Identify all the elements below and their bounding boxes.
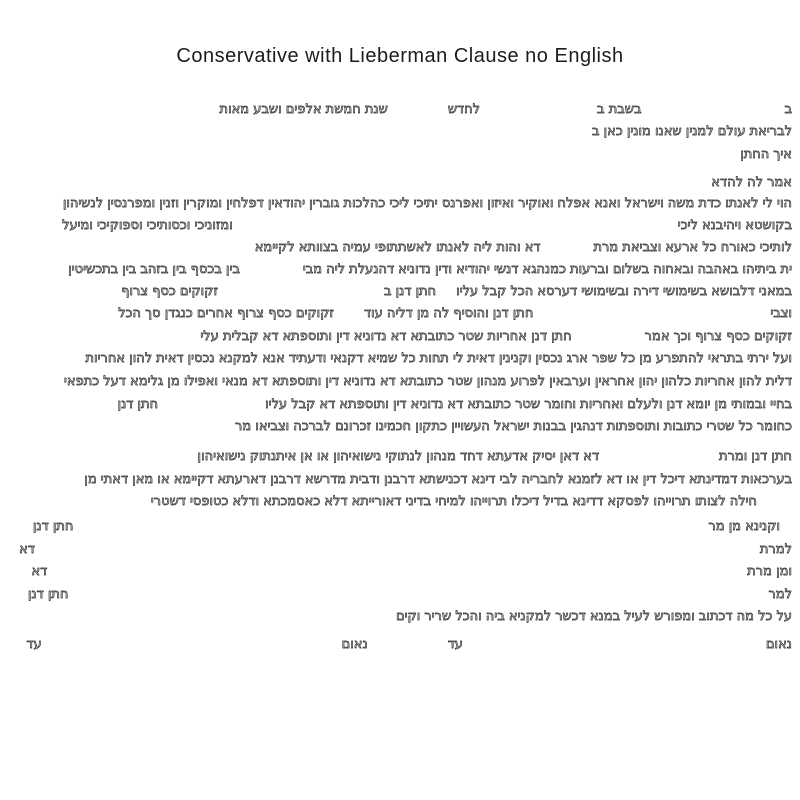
ketubah-text-segment: לותיכי כאורח כל ארעא וצביאת מרת bbox=[593, 240, 792, 255]
ketubah-text-segment: במאני דלבושא בשימושי דירה ובשימושי דערסא הכל קבל עליו bbox=[456, 284, 792, 299]
ketubah-text-segment: חתן דנן bbox=[27, 587, 69, 602]
ketubah-text-segment: בקושטא ויהיבנא ליכי bbox=[677, 218, 792, 233]
blank-fill-in-space bbox=[218, 293, 384, 295]
blank-fill-in-space bbox=[436, 293, 456, 295]
ketubah-text-segment: ועל ירתי בתראי להתפרע מן כל שפר ארג נכסין וקנינין דאית לי תחות כל שמיא דקנאי ודעתיד אנא למקנא נכסין דאית להון אחריות bbox=[85, 351, 792, 366]
ketubah-text-segment: איך החתן bbox=[740, 147, 792, 162]
blank-fill-in-space bbox=[158, 406, 265, 408]
blank-fill-in-space bbox=[233, 227, 678, 229]
ketubah-line-20 bbox=[19, 542, 792, 557]
ketubah-line-22 bbox=[28, 587, 792, 602]
ketubah-text-segment: בערכאות דמדינתא דיכל דין או דא לזמנא לחבריה לבי דינא דכנישתא דרבנן ודבית מדרשא דרבנן דארעתא דקיימא או מאן דאתי מן bbox=[84, 472, 792, 487]
ketubah-text-segment: חילה לצותו תרוייהו לפסקא דדינא בדיל דיכלו תרוייהו למיחי בדיני דאורייתא דלא כאסמכתא ודלא כטופסי דשטרי bbox=[150, 494, 757, 509]
blank-fill-in-space bbox=[73, 528, 708, 530]
ketubah-text-segment: למר bbox=[768, 587, 792, 602]
page-title: Conservative with Lieberman Clause no English bbox=[176, 45, 624, 67]
ketubah-text-segment: ומזוניכי וכסותיכי וספוקיכי ומיעל bbox=[62, 218, 233, 233]
ketubah-line-9 bbox=[121, 284, 792, 299]
ketubah-text-segment: שנת חמשת אלפים ושבע מאות bbox=[219, 102, 388, 117]
ketubah-text-segment: חתן דנן אחריות שטר כתובתא דא נדוניא דין ותוספתא דא קבלית עלי bbox=[200, 329, 572, 344]
ketubah-line-23 bbox=[396, 609, 792, 624]
ketubah-line-6 bbox=[62, 218, 792, 233]
ketubah-text-segment: למרת bbox=[759, 542, 792, 557]
ketubah-text-segment: הוי לי לאנתו כדת משה וישראל ואנא אפלח ואוקיר ואיזון ואפרנס יתיכי ליכי כהלכות גוברין יהודאין דפלחין ומוקרין וזנין ומפרנסין לנשיהון bbox=[62, 196, 792, 211]
ketubah-text-segment: על כל מה דכתוב ומפורש לעיל במנא דכשר למקניא ביה והכל שריר וקים bbox=[396, 609, 792, 624]
blank-fill-in-space bbox=[463, 646, 766, 648]
ketubah-text-segment: חתן דנן והוסיף לה מן דליה עוד bbox=[363, 306, 534, 321]
ketubah-text-segment: בחיי ובמותי מן יומא דנן ולעלם ואחריות וחומר שטר כתובתא דא נדוניא דין ותוספתא דא קבל עליו bbox=[265, 397, 792, 412]
blank-fill-in-space bbox=[388, 111, 448, 113]
ketubah-text-segment: ב bbox=[784, 102, 792, 117]
ketubah-line-7 bbox=[255, 240, 792, 255]
blank-fill-in-space bbox=[540, 249, 593, 251]
blank-fill-in-space bbox=[68, 596, 768, 598]
ketubah-text-segment: דא דאן יסיק אדעתא דחד מנהון לנתוקי נישואיהון או אן איתנתוק נישואיהון bbox=[197, 449, 600, 464]
ketubah-line-13 bbox=[64, 374, 792, 389]
ketubah-line-2 bbox=[592, 124, 792, 139]
ketubah-text-segment: זקוקים כסף צרוף bbox=[121, 284, 218, 299]
ketubah-text-segment: ית ביתיהו באהבה ובאחוה בשלום וברעות כמנהגא דנשי יהודיא ודין נדוניא דהנעלת ליה מבי bbox=[302, 262, 792, 277]
ketubah-text-segment: וצבי bbox=[770, 306, 792, 321]
ketubah-line-19 bbox=[33, 519, 780, 534]
ketubah-text-segment: חתן דנן ומרת bbox=[719, 449, 792, 464]
ketubah-line-1 bbox=[220, 102, 792, 117]
ketubah-text-segment: דלית להון אחריות כלהון יהון אחראין וערבאין לפרוע מנהון שטר כתובתא דא נדוניא דין ותוספתא דא מנאי ואפילו מן גלימא דעל כתפאי bbox=[64, 374, 792, 389]
blank-fill-in-space bbox=[334, 315, 364, 317]
ketubah-text-segment: חתן דנן bbox=[117, 397, 159, 412]
ketubah-line-4 bbox=[711, 175, 792, 190]
ketubah-line-15 bbox=[235, 419, 792, 434]
ketubah-text-segment: לחדש bbox=[447, 102, 481, 117]
ketubah-text-segment: אמר לה להדא bbox=[711, 175, 792, 190]
ketubah-line-24 bbox=[26, 637, 792, 652]
ketubah-text-segment: דא והות ליה לאנתו לאשתתופי עמיה בצוותא לקיימא bbox=[254, 240, 541, 255]
blank-fill-in-space bbox=[599, 458, 719, 460]
ketubah-text-segment: זקוקים כסף צרוף וכך אמר bbox=[644, 329, 792, 344]
ketubah-line-10 bbox=[118, 306, 792, 321]
ketubah-text-segment: זקוקים כסף צרוף אחרים כנגדן סך הכל bbox=[118, 306, 334, 321]
ketubah-text-segment: חתן דנן ב bbox=[383, 284, 437, 299]
blank-fill-in-space bbox=[42, 646, 342, 648]
ketubah-text-segment: בשבת ב bbox=[597, 102, 642, 117]
blank-fill-in-space bbox=[572, 338, 645, 340]
ketubah-line-12 bbox=[86, 351, 792, 366]
ketubah-line-3 bbox=[740, 147, 792, 162]
ketubah-text-segment: דא bbox=[31, 564, 48, 579]
ketubah-text-segment: עד bbox=[447, 637, 463, 652]
ketubah-text-segment: עד bbox=[26, 637, 42, 652]
ketubah-text-segment: וקנינא מן מר bbox=[708, 519, 780, 534]
ketubah-text-segment: חתן דנן bbox=[32, 519, 74, 534]
blank-fill-in-space bbox=[480, 111, 597, 113]
ketubah-line-17 bbox=[84, 472, 792, 487]
blank-fill-in-space bbox=[368, 646, 448, 648]
ketubah-text-segment: דא bbox=[19, 542, 35, 557]
blank-fill-in-space bbox=[240, 271, 303, 273]
ketubah-text-segment: נאום bbox=[341, 637, 368, 652]
ketubah-text-segment: כחומר כל שטרי כתובות ותוספתות דנהגין בבנות ישראל העשויין כתקון חכמינו זכרונם לברכה וצביאו מר bbox=[234, 419, 792, 434]
ketubah-text-segment: ומן מרת bbox=[747, 564, 792, 579]
ketubah-line-5 bbox=[63, 196, 792, 211]
ketubah-text-segment: בין בכסף בין בזהב בין בתכשיטין bbox=[68, 262, 240, 277]
ketubah-line-8 bbox=[68, 262, 792, 277]
blank-fill-in-space bbox=[35, 551, 760, 553]
blank-fill-in-space bbox=[47, 573, 747, 575]
blank-fill-in-space bbox=[533, 315, 770, 317]
ketubah-line-21 bbox=[31, 564, 792, 579]
ketubah-line-18 bbox=[151, 494, 757, 509]
ketubah-line-14 bbox=[118, 397, 792, 412]
ketubah-line-16 bbox=[198, 449, 792, 464]
ketubah-line-11 bbox=[200, 329, 792, 344]
ketubah-text-segment: לבריאת עולם למנין שאנו מונין כאן ב bbox=[591, 124, 792, 139]
ketubah-text-segment: נאום bbox=[765, 637, 792, 652]
blank-fill-in-space bbox=[641, 111, 784, 113]
